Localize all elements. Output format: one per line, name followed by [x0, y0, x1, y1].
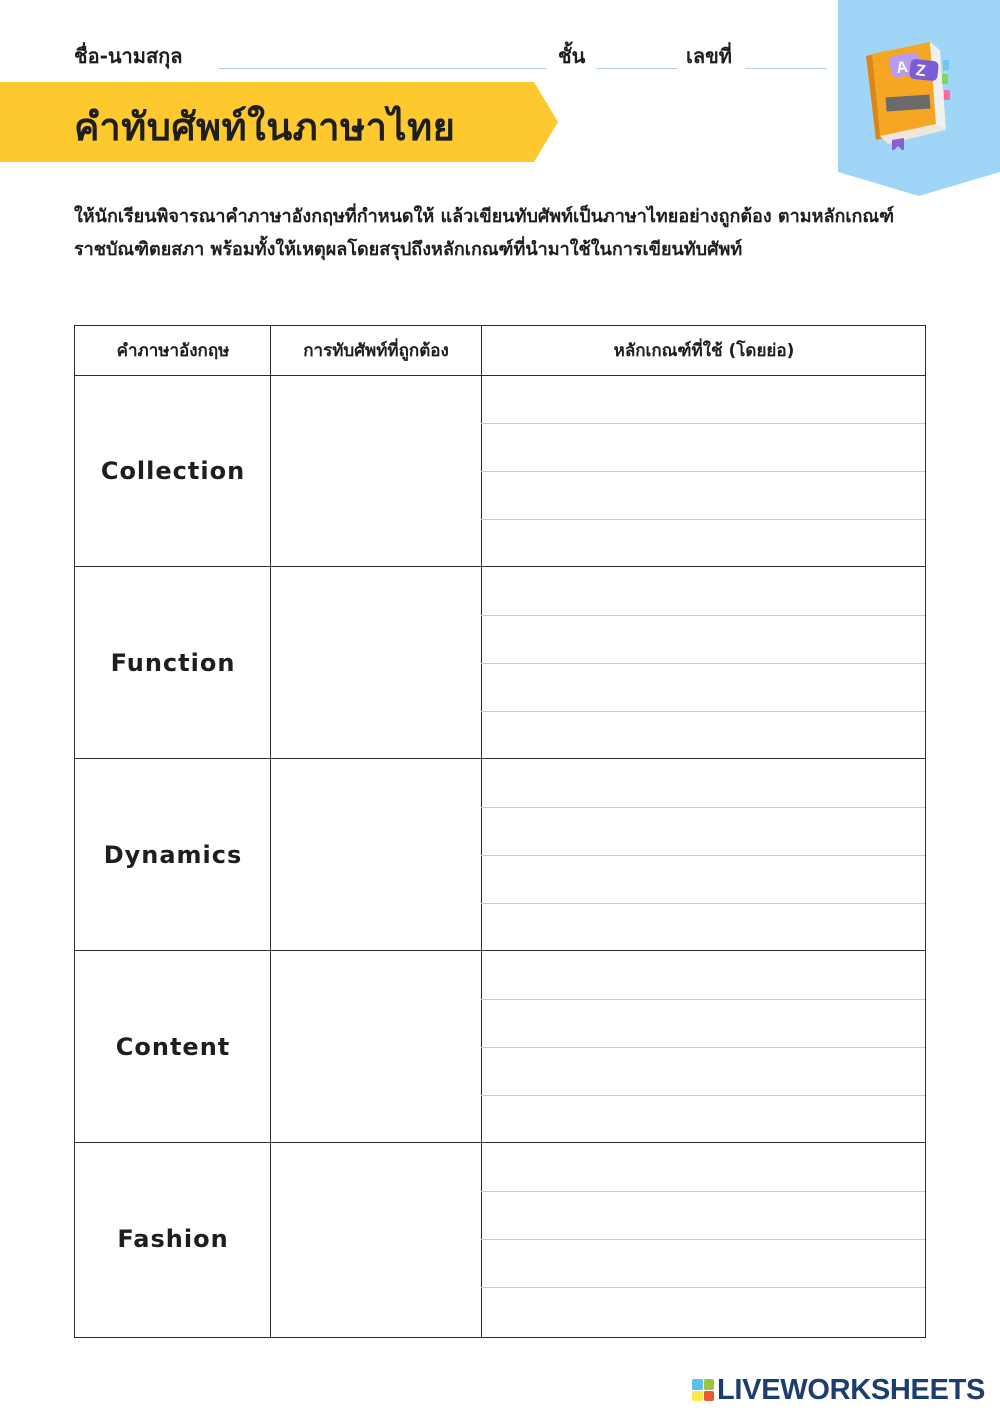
liveworksheets-brand [692, 1372, 985, 1408]
svg-text:Z: Z [914, 62, 927, 81]
number-field[interactable] [745, 68, 827, 69]
writing-guide-line [481, 615, 925, 616]
svg-text:A: A [895, 58, 910, 78]
table-row [75, 951, 925, 1143]
writing-guide-line [481, 1047, 925, 1048]
class-label: ชั้น [558, 44, 586, 68]
writing-guide-line [481, 1287, 925, 1288]
english-word: Dynamics [103, 841, 243, 869]
writing-guide-line [481, 999, 925, 1000]
instructions: ให้นักเรียนพิจารณาคำภาษาอังกฤษที่กำหนดให้ แล้วเขียนทับศัพท์เป็นภาษาไทยอย่างถูกต้อง ตามหลักเกณฑ์ราชบัณฑิตยสภา พร้อมทั้งให้เหตุผลโดยสรุปถึงหลักเกณฑ์ที่นำมาใช้ในการเขียนทับศัพท์ [74, 206, 895, 260]
writing-guide-line [481, 1239, 925, 1240]
table-row [75, 567, 925, 759]
liveworksheets-logo-icon [692, 1379, 714, 1401]
writing-guide-line [481, 1191, 925, 1192]
name-field[interactable] [218, 68, 546, 69]
transliteration-answer-cell[interactable] [271, 567, 481, 759]
dictionary-book-icon [856, 34, 958, 150]
english-word: Collection [100, 457, 246, 485]
page-title: คำทับศัพท์ในภาษาไทย [74, 105, 456, 149]
transliteration-answer-cell[interactable] [271, 1143, 481, 1335]
transliteration-answer-cell[interactable] [271, 951, 481, 1143]
header-rule: หลักเกณฑ์ที่ใช้ (โดยย่อ) [613, 341, 795, 361]
table-row [75, 759, 925, 951]
table-row [75, 1143, 925, 1335]
table-row [75, 375, 925, 567]
writing-guide-line [481, 471, 925, 472]
writing-guide-line [481, 807, 925, 808]
transliteration-answer-cell[interactable] [271, 375, 481, 567]
writing-guide-line [481, 903, 925, 904]
writing-guide-line [481, 663, 925, 664]
english-word: Content [115, 1033, 231, 1061]
writing-guide-line [481, 519, 925, 520]
header-transliteration: การทับศัพท์ที่ถูกต้อง [303, 341, 449, 361]
transliteration-answer-cell[interactable] [271, 759, 481, 951]
english-word: Fashion [117, 1225, 229, 1253]
number-label: เลขที่ [686, 44, 732, 68]
writing-guide-line [481, 423, 925, 424]
worksheet-table [74, 325, 926, 1338]
writing-guide-line [481, 711, 925, 712]
name-label: ชื่อ-นามสกุล [74, 44, 183, 68]
brand-name: LIVEWORKSHEETS [717, 1373, 986, 1406]
writing-guide-line [481, 855, 925, 856]
class-field[interactable] [596, 68, 678, 69]
writing-guide-line [481, 1095, 925, 1096]
english-word: Function [110, 649, 236, 677]
header-english-word: คำภาษาอังกฤษ [116, 341, 230, 361]
